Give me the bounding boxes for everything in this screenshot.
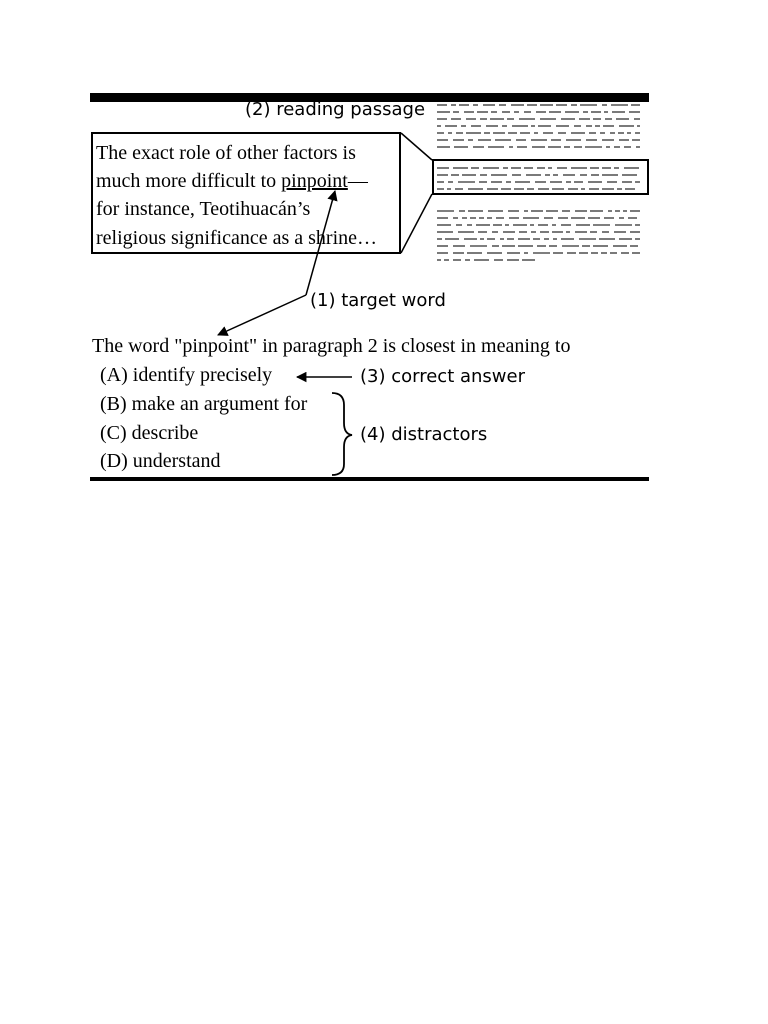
- em-dash: —: [347, 170, 368, 192]
- distractors-brace: [332, 393, 352, 475]
- option-a: (A) identify precisely: [100, 364, 273, 386]
- distractors-label: (4) distractors: [360, 424, 488, 445]
- passage-line-1: The exact role of other factors is: [96, 142, 356, 164]
- option-c: (C) describe: [100, 422, 199, 444]
- passage-connector-bottom: [401, 194, 432, 253]
- passage-line-3: for instance, Teotihuacán’s: [96, 198, 311, 220]
- question-stem: The word "pinpoint" in paragraph 2 is closest in meaning to: [92, 335, 571, 357]
- bottom-rule: [90, 477, 649, 481]
- passage-line-2-text: much more difficult to: [96, 170, 282, 192]
- arrow-to-target-word: [306, 191, 335, 295]
- target-word-pinpoint: pinpoint: [281, 170, 348, 192]
- passage-line-4: religious significance as a shrine…: [96, 227, 378, 249]
- reading-passage-label: (2) reading passage: [245, 99, 426, 120]
- annotation-arrows: [90, 93, 649, 482]
- correct-answer-label: (3) correct answer: [360, 366, 525, 387]
- arrow-to-question: [218, 295, 306, 335]
- option-b: (B) make an argument for: [100, 393, 308, 415]
- target-word-label: (1) target word: [310, 290, 446, 311]
- vocabulary-item-diagram: [90, 93, 649, 482]
- option-d: (D) understand: [100, 450, 221, 472]
- passage-connector-top: [401, 133, 432, 160]
